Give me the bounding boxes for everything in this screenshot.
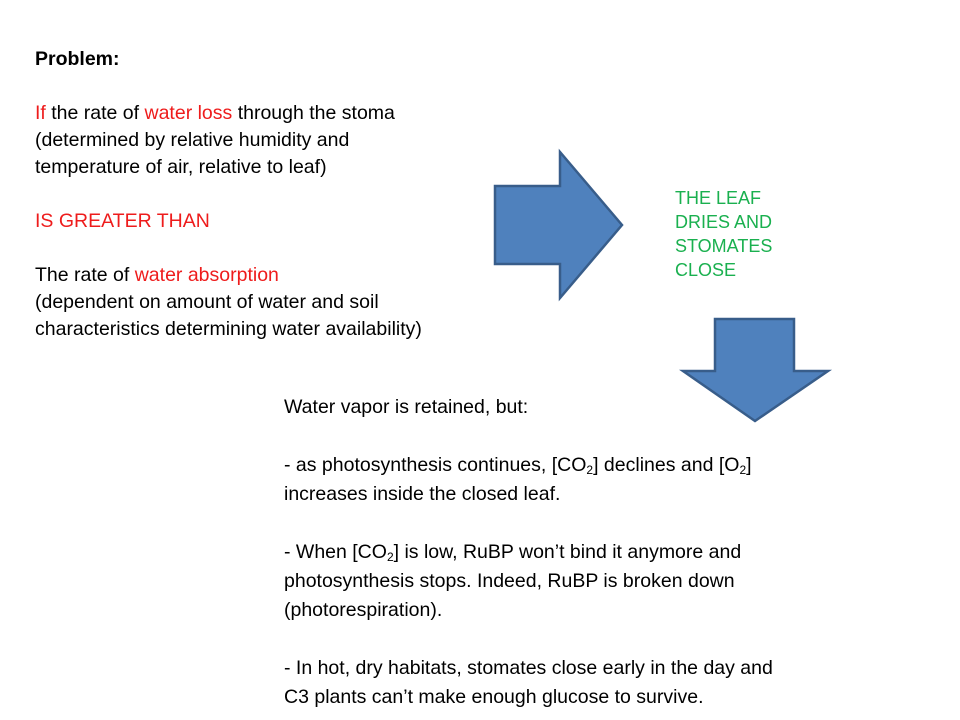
point-2-line-1 xyxy=(284,538,773,567)
problem-statement xyxy=(35,46,422,343)
result-text xyxy=(675,186,772,282)
problem-line-4 xyxy=(35,262,422,289)
point-1-line-1 xyxy=(284,451,773,480)
result-line-4: CLOSE xyxy=(675,260,737,280)
result-line-3: STOMATES xyxy=(675,236,773,256)
result-line-2: DRIES AND xyxy=(675,212,773,232)
point-2-text-b: ] is low, RuBP won’t bind it anymore and xyxy=(393,541,742,563)
problem-line-3: temperature of air, relative to leaf) xyxy=(35,156,327,178)
if-keyword: If xyxy=(35,102,46,124)
problem-line-5: (dependent on amount of water and soil xyxy=(35,291,379,313)
problem-line-6: characteristics determining water availability) xyxy=(35,318,422,340)
comparator-text: IS GREATER THAN xyxy=(35,210,210,232)
point-1-text-b: ] declines and [O xyxy=(593,454,740,476)
point-3-line-2: C3 plants can’t make enough glucose to survive. xyxy=(284,686,704,708)
point-3-line-1: - In hot, dry habitats, stomates close early in the day and xyxy=(284,657,773,679)
point-1-text-a: - as photosynthesis continues, [CO xyxy=(284,454,587,476)
right-arrow-icon xyxy=(488,148,628,302)
problem-line-2: (determined by relative humidity and xyxy=(35,129,350,151)
problem-line-1 xyxy=(35,100,422,127)
point-1-line-2: increases inside the closed leaf. xyxy=(284,483,561,505)
consequences-text xyxy=(284,393,773,712)
result-line-1: THE LEAF xyxy=(675,188,762,208)
o2-subscript: 2 xyxy=(739,463,747,477)
co2-subscript: 2 xyxy=(586,463,594,477)
water-loss-term: water loss xyxy=(144,102,233,124)
problem-line-1-text: the rate of xyxy=(45,102,145,124)
co2-subscript: 2 xyxy=(386,550,394,564)
problem-line-1-suffix: through the stoma xyxy=(232,102,395,124)
point-2-text-a: - When [CO xyxy=(284,541,387,563)
point-2-line-2: photosynthesis stops. Indeed, RuBP is broken down xyxy=(284,570,735,592)
water-absorption-term: water absorption xyxy=(134,264,279,286)
consequences-intro: Water vapor is retained, but: xyxy=(284,396,529,418)
point-1-text-c: ] xyxy=(746,454,752,476)
problem-line-4-prefix: The rate of xyxy=(35,264,135,286)
point-2-line-3: (photorespiration). xyxy=(284,599,443,621)
problem-heading: Problem: xyxy=(35,48,120,70)
